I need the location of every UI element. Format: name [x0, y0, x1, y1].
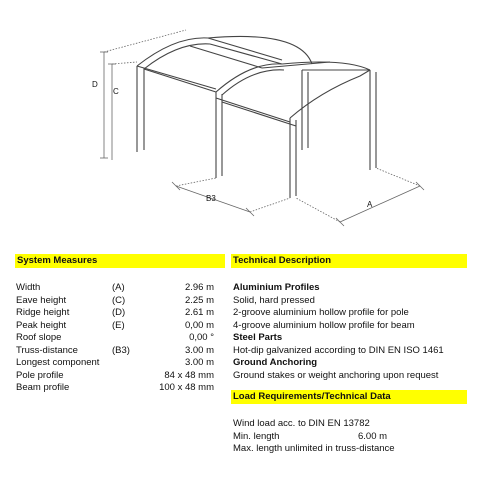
label-d: D: [92, 80, 98, 89]
label-a: A: [367, 200, 373, 209]
measure-key: (E): [112, 319, 125, 331]
technical-description-header: Technical Description: [231, 254, 467, 268]
dimension-a-line: [340, 186, 420, 222]
measure-value: 2.61 m: [184, 307, 214, 318]
wind-load-text: Wind load acc. to DIN EN 13782: [233, 418, 370, 429]
measure-key: (B3): [112, 344, 130, 356]
back-arch: [137, 38, 208, 66]
measure-row: [0, 382, 214, 395]
min-length-label: Min. length: [233, 430, 280, 442]
measure-value: 84 x 48 mm: [164, 369, 214, 381]
measure-row: [0, 332, 214, 345]
measure-value: 3.00 m: [184, 357, 214, 368]
measure-label: Longest component: [16, 357, 100, 368]
measure-key: (A): [112, 282, 125, 293]
dimension-labels: [92, 80, 373, 209]
front-arch: [216, 64, 282, 92]
measure-label: Ridge height: [16, 307, 70, 318]
measure-value: 100 x 48 mm: [159, 382, 214, 393]
tech-subheading: Ground Anchoring: [233, 357, 318, 368]
measure-value: 0,00 m: [184, 319, 214, 331]
tech-line: Solid, hard pressed: [233, 294, 315, 306]
dimension-lines: [100, 30, 424, 226]
tent-frame: [137, 36, 376, 198]
measure-label: Width: [16, 282, 41, 293]
tech-subheading: Aluminium Profiles: [233, 282, 320, 293]
measure-key: (C): [112, 294, 126, 306]
measure-row: [0, 345, 214, 358]
max-length-text: Max. length unlimited in truss-distance: [233, 443, 395, 454]
measure-value: 2.96 m: [184, 282, 214, 293]
tech-line: Ground stakes or weight anchoring upon request: [233, 369, 439, 381]
measure-value: 0,00 °: [189, 332, 214, 343]
load-requirements-header: Load Requirements/Technical Data: [231, 390, 467, 404]
tech-subheading: Steel Parts: [233, 332, 283, 343]
measure-row: [0, 282, 214, 295]
measure-label: Pole profile: [16, 369, 64, 381]
measure-label: Truss-distance: [16, 344, 78, 356]
measure-value: 3.00 m: [184, 344, 214, 356]
measure-label: Roof slope: [16, 332, 62, 343]
measure-key: (D): [112, 307, 126, 318]
measure-row: [0, 370, 214, 383]
tech-line: Hot-dip galvanized according to DIN EN ISO 1461: [233, 344, 444, 356]
tech-line: 2-groove aluminium hollow profile for pole: [233, 307, 409, 318]
min-length-value: 6.00 m: [358, 430, 388, 442]
label-c: C: [113, 87, 119, 96]
system-measures-table: [0, 282, 214, 394]
measure-label: Eave height: [16, 294, 67, 306]
measure-label: Peak height: [16, 319, 67, 331]
measure-row: [0, 320, 214, 333]
tech-line: 4-groove aluminium hollow profile for beam: [233, 319, 415, 331]
system-measures-header: System Measures: [15, 254, 225, 268]
measure-value: 2.25 m: [184, 294, 214, 306]
measure-row: [0, 295, 214, 308]
measure-label: Beam profile: [16, 382, 70, 393]
label-b3: B3: [206, 194, 216, 203]
measure-row: [0, 307, 214, 320]
measure-row: [0, 357, 214, 370]
